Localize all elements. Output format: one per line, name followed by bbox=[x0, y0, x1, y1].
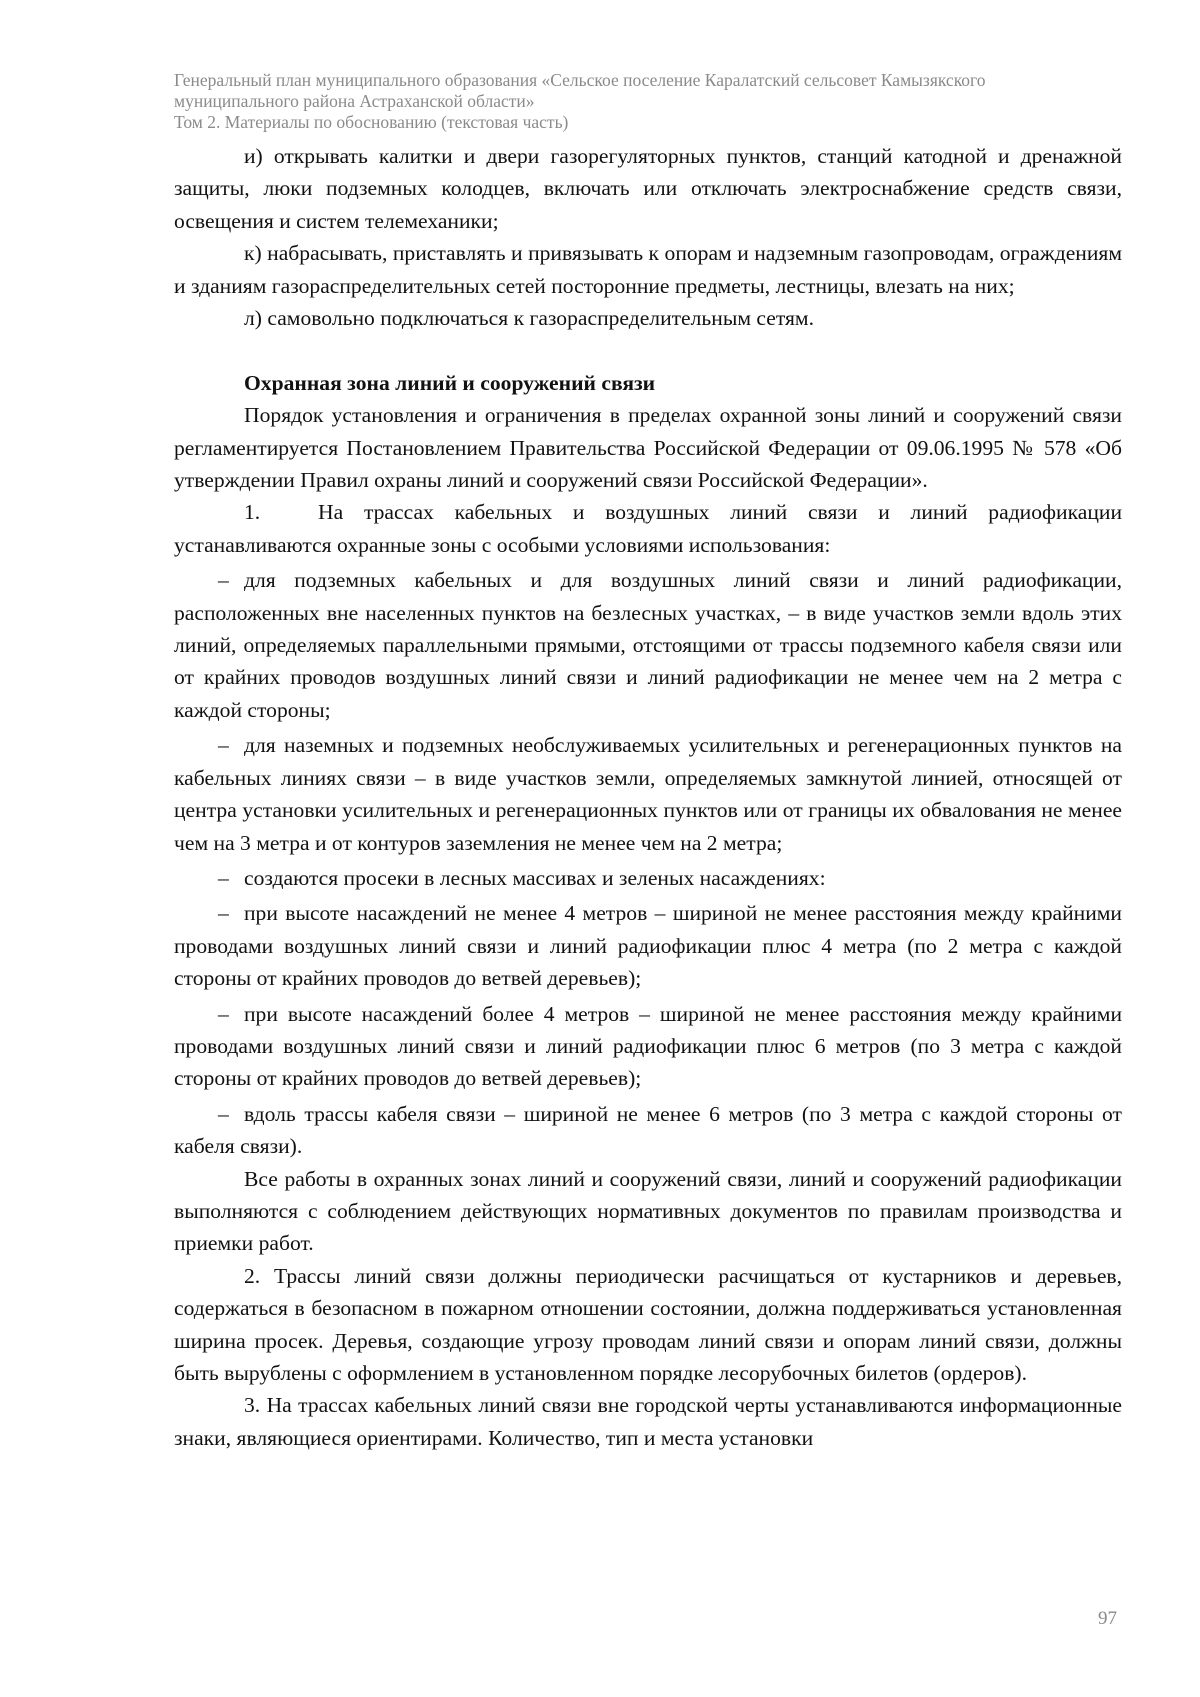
bullet-item bbox=[174, 729, 1122, 859]
page-header bbox=[174, 70, 1134, 133]
numbered-item-1 bbox=[174, 496, 1122, 561]
item-number: 1. bbox=[244, 500, 261, 525]
dash-bullet: – bbox=[218, 865, 229, 890]
bullet-text: для подземных кабельных и для воздушных линий связи и линий радиофикации, расположенных вне населенных пунктов на безлесных участках, – в виде участков земли вдоль этих линий, определяемых параллельными прямыми, отстоящими от трассы подземного кабеля связи или от крайних проводов воздушных линий связи и линий радиофикации не менее чем на 2 метра с каждой стороны; bbox=[174, 568, 1122, 722]
dash-bullet: – bbox=[218, 1001, 229, 1026]
bullet-item bbox=[174, 998, 1122, 1095]
paragraph-item-i: и) открывать калитки и двери газорегуляторных пунктов, станций катодной и дренажной защиты, люки подземных колодцев, включать или отключать электроснабжение средств связи, освещения и систем телемеханики; bbox=[174, 144, 1122, 233]
bullet-item bbox=[174, 897, 1122, 994]
paragraph-item-3: 3. На трассах кабельных линий связи вне городской черты устанавливаются информационные знаки, являющиеся ориентирами. Количество, тип и места установки bbox=[174, 1393, 1122, 1450]
page-number: 97 bbox=[1098, 1608, 1117, 1629]
bullet-text: для наземных и подземных необслуживаемых усилительных и регенерационных пунктов на кабельных линиях связи – в виде участков земли, определяемых замкнутой линией, относящей от центра установки усилительных и регенерационных пунктов или от границы их обвалования не менее чем на 3 метра и от контуров заземления не менее чем на 2 метра; bbox=[174, 733, 1122, 855]
section-intro: Порядок установления и ограничения в пределах охранной зоны линий и сооружений связи регламентируется Постановлением Правительства Российской Федерации от 09.06.1995 № 578 «Об утверждении Правил охраны линий и сооружений связи Российской Федерации». bbox=[174, 403, 1122, 493]
paragraph-item-l: л) самовольно подключаться к газораспределительным сетям. bbox=[244, 306, 814, 331]
section-heading: Охранная зона линий и сооружений связи bbox=[244, 370, 656, 395]
header-line-region: муниципального района Астраханской области» bbox=[174, 91, 535, 111]
bullet-text: при высоте насаждений более 4 метров – шириной не менее расстояния между крайними проводами воздушных линий связи и линий радиофикации плюс 6 метров (по 3 метра с каждой стороны от крайних проводов до ветвей деревьев); bbox=[174, 1001, 1122, 1091]
document-body bbox=[174, 140, 1122, 1454]
dash-bullet: – bbox=[218, 901, 229, 926]
paragraph-item-k: к) набрасывать, приставлять и привязывать к опорам и надземным газопроводам, ограждениям и зданиям газораспределительных сетей посторонние предметы, лестницы, влезать на них; bbox=[174, 241, 1122, 298]
bullet-item bbox=[174, 564, 1122, 726]
item-text: На трассах кабельных и воздушных линий связи и линий радиофикации устанавливаются охранные зоны с особыми условиями использования: bbox=[174, 500, 1122, 557]
header-line-volume: Том 2. Материалы по обоснованию (текстовая часть) bbox=[174, 112, 569, 132]
dash-bullet: – bbox=[218, 733, 229, 758]
bullet-text: при высоте насаждений не менее 4 метров – шириной не менее расстояния между крайними проводами воздушных линий связи и линий радиофикации плюс 4 метра (по 2 метра с каждой стороны от крайних проводов до ветвей деревьев); bbox=[174, 901, 1122, 991]
dash-bullet: – bbox=[218, 1101, 229, 1126]
dash-bullet: – bbox=[218, 568, 229, 593]
paragraph-works: Все работы в охранных зонах линий и сооружений связи, линий и сооружений радиофикации выполняются с соблюдением действующих нормативных документов по правилам производства и приемки работ. bbox=[174, 1166, 1122, 1256]
bullet-item bbox=[174, 1098, 1122, 1163]
bullet-text: вдоль трассы кабеля связи – шириной не менее 6 метров (по 3 метра с каждой стороны от кабеля связи). bbox=[174, 1101, 1122, 1159]
bullet-text: создаются просеки в лесных массивах и зеленых насаждениях: bbox=[244, 865, 826, 890]
header-line-title: Генеральный план муниципального образования «Сельское поселение Каралатский сельсовет Камызякского bbox=[174, 70, 986, 90]
paragraph-item-2: 2. Трассы линий связи должны периодически расчищаться от кустарников и деревьев, содержаться в безопасном в пожарном отношении состоянии, должна поддерживаться установленная ширина просек. Деревья, создающие угрозу проводам линий связи и опорам линий связи, должны быть вырублены с оформлением в установленном порядке лесорубочных билетов (ордеров). bbox=[174, 1263, 1122, 1386]
bullet-item bbox=[174, 862, 1122, 894]
paragraph-spacer bbox=[174, 334, 1122, 366]
